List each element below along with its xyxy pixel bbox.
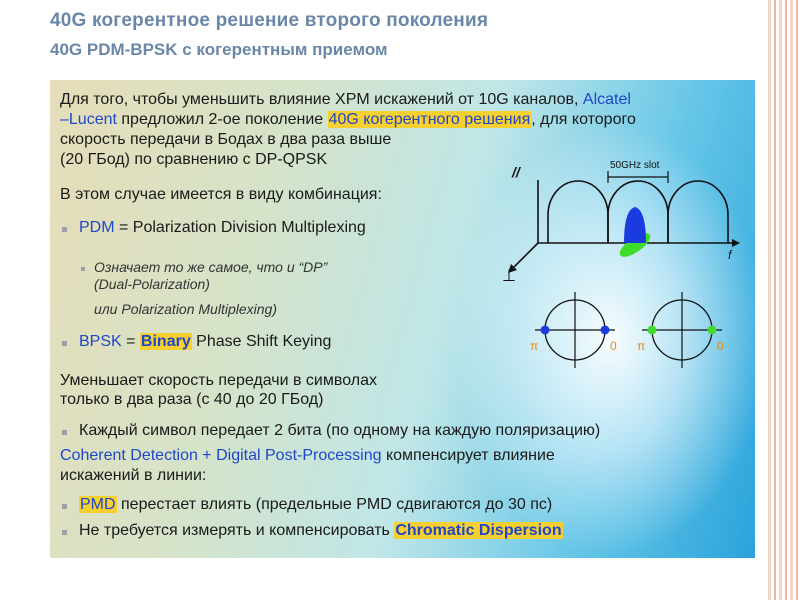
frequency-arrow [732,239,740,247]
highlight-pmd: PMD [80,496,116,513]
bits-line: Каждый символ передает 2 бита (по одному на каждую поляризацию) [79,422,601,439]
bpsk-abbr: PSK [89,333,122,350]
bpsk-eq: = [121,333,140,350]
para1-text: предложил 2-ое поколение [116,111,328,128]
pmd-line [79,496,552,514]
pdm-sub-line2: (Dual-Polarization) [94,276,210,292]
pmd-text: перестает влиять (предельные PMD сдвигаются до 30 пс) [116,496,553,513]
bullet [62,227,67,232]
reduce-line1: Уменьшает скорость передачи в символах [60,372,377,389]
pdm-sub-line1: Означает то же самое, что и “DP” [94,259,328,275]
sub-bullet [81,267,85,271]
pi-label: π [530,339,539,353]
para1-line1 [60,91,631,109]
pi-label: π [637,339,646,353]
channel-arch-3 [668,181,728,243]
para1-line2 [60,111,636,129]
reduce-line2: только в два раза (с 40 до 20 ГБод) [60,391,324,408]
cd-text: Не требуется измерять и компенсировать [79,522,395,539]
perp-axis [510,243,538,271]
blue-symbol-pi [541,326,550,335]
bpsk-line [79,333,331,351]
combo-line: В этом случае имеется в виду комбинация: [60,186,382,203]
alcatel-text: Alcatel [582,91,631,108]
slide-content [50,80,755,558]
coh-text: компенсирует влияние [381,447,555,464]
constellation-diagrams [510,290,740,380]
slot-label: 50GHz slot [610,160,660,171]
lucent-text: –Lucent [60,111,117,128]
decorative-stripes [768,0,800,600]
spectrum-diagram [500,155,750,285]
highlight-binary: Binary [140,333,191,350]
highlight-chromatic: Chromatic Dispersion [395,522,562,539]
blue-channel [624,207,646,243]
zero-label: 0 [610,339,617,353]
slide-subtitle: 40G PDM-BPSK с когерентным приемом [50,40,388,59]
zero-label: 0 [717,339,724,353]
bpsk-text: Phase Shift Keying [191,333,332,350]
pdm-line [79,219,366,237]
freq-label: f [728,248,732,262]
highlight-coherent: 40G когерентного решения [328,111,531,128]
parallel-label: // [512,164,520,180]
para1-line4: (20 ГБод) по сравнению с DP-QPSK [60,151,328,168]
coh-line1 [60,447,555,465]
perp-label: ⊥ [502,268,516,285]
cd-line [79,522,563,540]
coherent-detection-text: Coherent Detection + Digital Post-Processing [60,447,382,464]
para1-line3: скорость передачи в Бодах в два раза выше [60,131,392,148]
coh-line2: искажений в линии: [60,467,207,484]
para1-text: Для того, чтобы уменьшить влияние XPM искажений от 10G каналов, [60,91,583,108]
bullet [62,530,67,535]
green-symbol-zero [708,326,717,335]
bullet [62,430,67,435]
green-symbol-pi [648,326,657,335]
pdm-sub-line3: или Polarization Multiplexing) [94,301,277,317]
para1-text: , для которого [531,111,636,128]
slide-title: 40G когерентное решение второго поколения [50,10,489,31]
pdm-abbr: PDM [79,219,115,236]
pdm-text: = Polarization Division Multiplexing [114,219,366,236]
channel-arch-1 [548,181,608,243]
bpsk-b: B [79,333,90,350]
bullet [62,341,67,346]
bullet [62,504,67,509]
blue-symbol-zero [601,326,610,335]
